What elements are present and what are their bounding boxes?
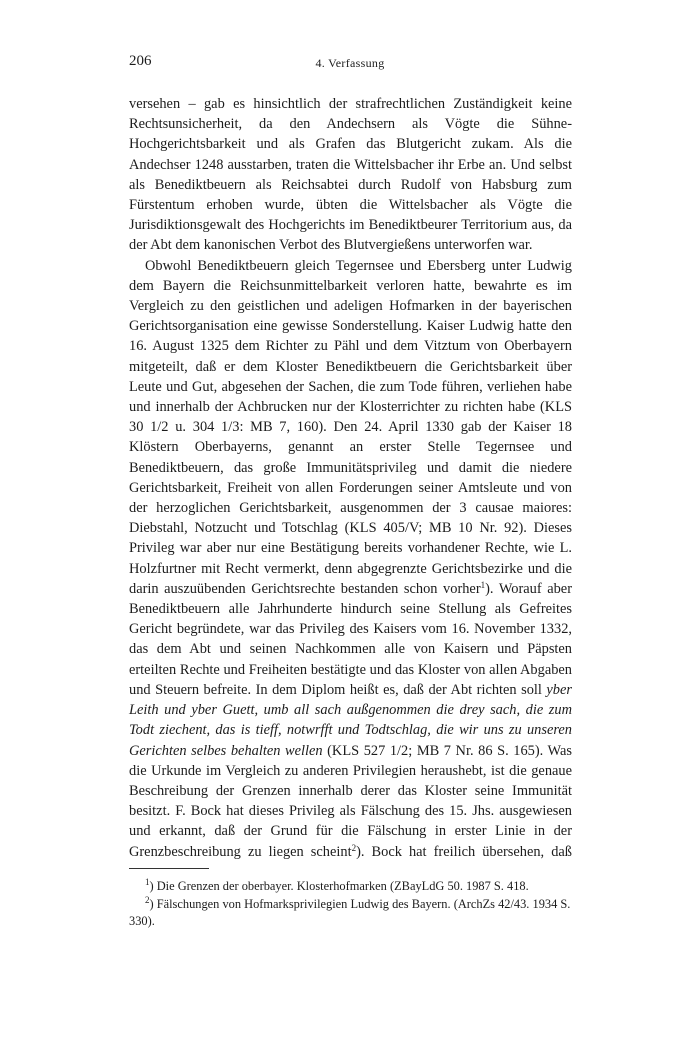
paragraph-1: versehen – gab es hinsichtlich der strafrechtlichen Zuständigkeit keine Rechtsunsicherheit, da den Andechsern als Vögte die Sühne-Hochgerichtsbarkeit und als Grafen das Blutgericht zukam. Als die Andechser 1248 ausstarben, traten die Wittelsbacher ihr Erbe an. Und selbst als Benediktbeuern als Reichsabtei durch Rudolf von Habsburg zum Fürstentum erhoben wurde, übten die Wittelsbacher als Vögte die Jurisdiktionsgewalt des Hochgerichts im Benediktbeurer Territorium aus, da der Abt dem kanonischen Verbot des Blutvergießens unterworfen war. bbox=[129, 96, 572, 254]
footnote-2 bbox=[129, 896, 572, 931]
paragraph-2-part-c: (KLS 527 1/2; MB 7 Nr. 86 S. 165). Was die Urkunde im Vergleich zu anderen Privilegien heraushebt, ist die genaue Beschreibung der Grenzen innerhalb derer das Kloster seine Immunität besitzt. F. Bock hat dieses Privileg als Fälschung des 15. Jhs. ausgewiesen und erkannt, daß der Grund für die Fälschung in erster Linie in der Grenzbeschreibung zu liegen scheint bbox=[129, 742, 572, 860]
footnote-divider bbox=[129, 868, 209, 869]
footnote-ref-2[interactable]: 2 bbox=[351, 842, 357, 853]
quoted-diploma-text: yber Leith und yber Guett, umb all sach außgenommen die drey sach, die zum Todt ziechent, das is tieff, notwrfft und Todtschlag, die wir uns zu unseren Gerichten selbes behalten wellen bbox=[129, 681, 572, 759]
paragraph-2-part-d: ). Bock hat freilich übersehen, daß bbox=[356, 843, 572, 860]
page-number: 206 bbox=[129, 53, 152, 69]
running-head: 4. Verfassung bbox=[315, 56, 385, 70]
paragraph-2-part-a: Obwohl Benediktbeuern gleich Tegernsee und Ebersberg unter Ludwig dem Bayern die Reichsunmittelbarkeit verloren hatte, bewahrte es im Vergleich zu den geistlichen und adeligen Hofmarken in der bayerischen Gerichtsorganisation eine gewisse Sonderstellung. Kaiser Ludwig hatte den 16. August 1325 dem Richter zu Pähl und dem Vitztum von Oberbayern mitgeteilt, daß er dem Kloster Benediktbeuern die Gerichtsbarkeit über Leute und Gut, abgesehen der Sachen, die zum Tode führen, verliehen habe und innerhalb der Achbrucken nur der Klosterrichter zu richten habe (KLS 30 1/2 u. 304 1/3: MB 7, 160). Den 24. April 1330 gab der Kaiser 18 Klöstern Oberbayerns, genannt an erster Stelle Tegernsee und Benediktbeuern, das große Immunitätsprivileg und damit die niedere Gerichtsbarkeit, Freiheit von allen Forderungen seiner Amtsleute und von der herzoglichen Gerichtsbarkeit, ausgenommen der 3 causae maiores: Diebstahl, Notzucht und Totschlag (KLS 405/V; MB 10 Nr. 92). Dieses Privileg war aber nur eine Bestätigung bereits vorhandener Rechte, wie L. Holzfurtner mit Recht vermerkt, denn abgegrenzte Gerichtsbezirke und die darin auszuübenden Gerichtsrechte bestanden schon vorher bbox=[129, 257, 572, 597]
footnote-1-label: 1 bbox=[145, 877, 150, 887]
paragraph-2 bbox=[129, 256, 572, 862]
footnote-ref-1[interactable]: 1 bbox=[480, 579, 486, 590]
footnote-2-text: ) Fälschungen von Hofmarksprivilegien Ludwig des Bayern. (ArchZs 42/43. 1934 S. 330). bbox=[129, 896, 571, 928]
footnote-2-label: 2 bbox=[145, 894, 150, 905]
body-text bbox=[129, 94, 572, 862]
footnotes bbox=[129, 878, 572, 931]
paragraph-2-part-b: ). Worauf aber Benediktbeuern alle Jahrhunderte hindurch seine Stellung als Gefreites Gericht begründete, war das Privileg des Kaisers vom 16. November 1332, das dem Abt und seinen Nachkommen alle von Kaisern und Päpsten erteilten Rechte und Freiheiten bestätigte und das Kloster von allen Abgaben und Steuern befreite. In dem Diplom heißt es, daß der Abt richten soll bbox=[129, 580, 572, 698]
footnote-1-text: ) Die Grenzen der oberbayer. Klosterhofmarken (ZBayLdG 50. 1987 S. 418. bbox=[149, 879, 529, 893]
footnote-1 bbox=[129, 878, 572, 896]
